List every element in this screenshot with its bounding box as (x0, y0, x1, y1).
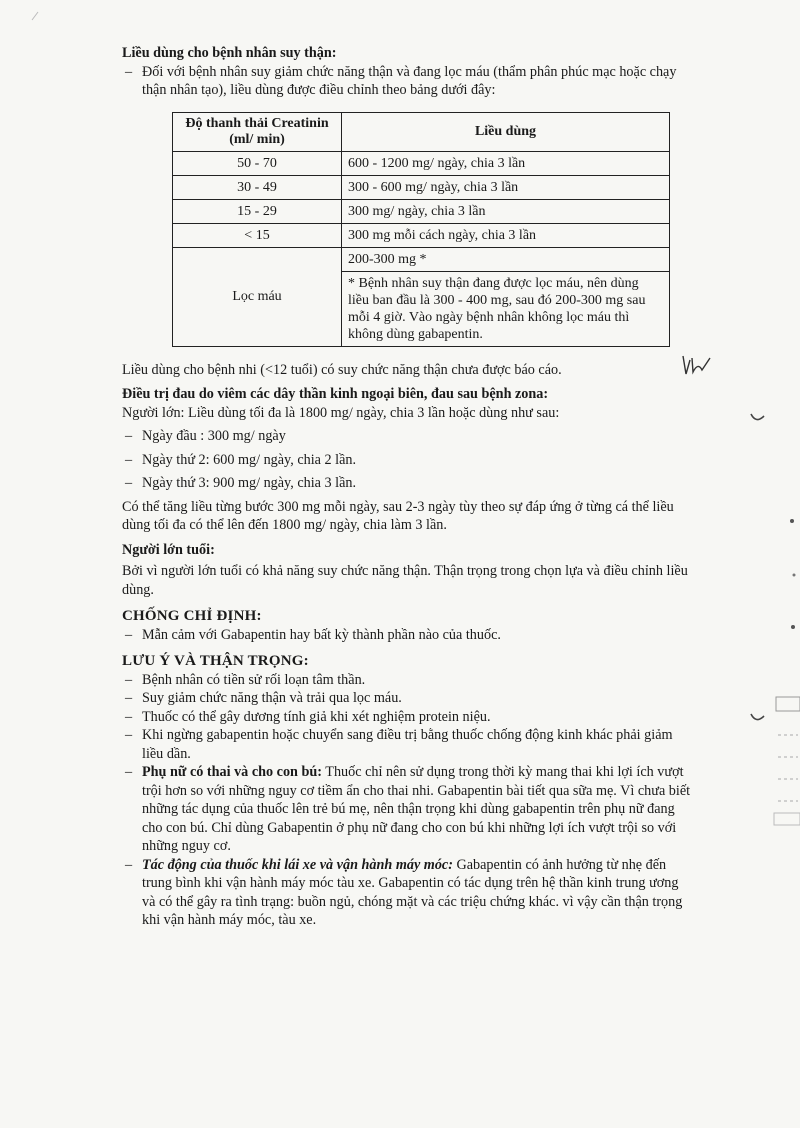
pregnancy-text-1: Thuốc chỉ nên sử dụng trong thời kỳ mang thai khi lợi ích vượt (321, 764, 684, 780)
table-cell-clearance: 30 - 49 (173, 175, 342, 199)
renal-intro-line2: thận nhân tạo), liều dùng được điều chỉnh theo bảng dưới đây: (142, 82, 496, 98)
warning-item-1: – Bệnh nhân có tiền sử rối loạn tâm thần. (122, 671, 734, 690)
contraindications-heading: CHỐNG CHỈ ĐỊNH: (122, 608, 262, 624)
pregnancy-label: Phụ nữ có thai và cho con bú: (142, 764, 322, 780)
table-header-clearance: Độ thanh thải Creatinin (ml/ min) (173, 112, 342, 151)
contraindication-item: – Mẫn cảm với Gabapentin hay bất kỳ thành phần nào của thuốc. (122, 626, 734, 645)
pregnancy-text-2: trội hơn so với những nguy cơ tiềm ẩn cho thai nhi. Gabapentin bài tiết qua sữa mẹ. Vì chưa biết (142, 782, 691, 799)
elderly-line1: Bởi vì người lớn tuổi có khả năng suy chức năng thận. Thận trọng trong chọn lựa và điều chỉnh liều (122, 563, 688, 579)
elderly-heading: Người lớn tuổi: (122, 541, 215, 558)
neuropathic-adult-line: Người lớn: Liều dùng tối đa là 1800 mg/ ngày, chia 3 lần hoặc dùng như sau: (122, 404, 560, 421)
elderly-paragraph (122, 562, 734, 599)
renal-dosing-table (172, 112, 670, 347)
renal-intro-item (122, 63, 734, 100)
table-cell-dose: 600 - 1200 mg/ ngày, chia 3 lần (342, 151, 670, 175)
warning-driving-item (122, 856, 734, 930)
renal-intro-line1: Đối với bệnh nhân suy giảm chức năng thận và đang lọc máu (thẩm phân phúc mạc hoặc chạy (142, 63, 677, 80)
driving-text-4: khi vận hành máy móc, tàu xe. (142, 912, 317, 928)
dose-day2-item: – Ngày thứ 2: 600 mg/ ngày, chia 2 lần. (122, 451, 734, 470)
scan-dot-mark (785, 515, 799, 635)
driving-text-3: và có thể gây ra tình trạng: buồn ngủ, chóng mặt và các triệu chứng khác. vì vậy cần thận trọng (142, 893, 683, 910)
neuropathic-heading: Điều trị đau do viêm các dây thần kinh ngoại biên, đau sau bệnh zona: (122, 386, 549, 402)
table-header-row (173, 112, 670, 151)
warning-pregnancy-item (122, 763, 734, 856)
table-header-dose: Liều dùng (342, 112, 670, 151)
driving-text-1: Gabapentin có ảnh hưởng từ nhẹ đến (452, 856, 667, 873)
table-cell-dialysis-note: * Bệnh nhân suy thận đang được lọc máu, nên dùng liều ban đầu là 300 - 400 mg, sau đó 200-300 mg sau mỗi 4 giờ. Vào ngày bệnh nhân không lọc máu thì không dùng gabapentin. (342, 271, 670, 346)
table-cell-dose: 300 mg/ ngày, chia 3 lần (342, 199, 670, 223)
titration-line1: Có thể tăng liều từng bước 300 mg mỗi ngày, sau 2-3 ngày tùy theo sự đáp ứng ở từng cá thể liều (122, 498, 674, 515)
dose-day3-item: – Ngày thứ 3: 900 mg/ ngày, chia 3 lần. (122, 474, 734, 493)
pregnancy-text-3: những tác dụng của thuốc lên trẻ bú mẹ, nên thận trọng khi dùng gabapentin trên phụ nữ đang (142, 801, 675, 817)
dose-day1-item: – Ngày đầu : 300 mg/ ngày (122, 427, 734, 446)
pregnancy-text-4: cho con bú. Chỉ dùng Gabapentin ở phụ nữ đang cho con bú khi những lợi ích vượt trội so với (142, 819, 677, 836)
table-cell-clearance: 50 - 70 (173, 151, 342, 175)
warning-item-3: – Thuốc có thể gây dương tính giả khi xét nghiệm protein niệu. (122, 708, 734, 727)
handwritten-initials-mark (680, 352, 716, 380)
warning-item-4-line1: Khi ngừng gabapentin hoặc chuyển sang điều trị bằng thuốc chống động kinh khác phải giảm (142, 727, 673, 743)
warning-item-2: – Suy giảm chức năng thận và trải qua lọc máu. (122, 689, 734, 708)
table-cell-dose: 300 mg mỗi cách ngày, chia 3 lần (342, 223, 670, 247)
table-cell-dose: 300 - 600 mg/ ngày, chia 3 lần (342, 175, 670, 199)
table-row-dialysis (173, 247, 670, 271)
titration-paragraph (122, 498, 734, 535)
table-cell-clearance: < 15 (173, 223, 342, 247)
table-cell-dialysis-label: Lọc máu (173, 247, 342, 346)
driving-text-2: trung bình khi vận hành máy móc tàu xe. Gabapentin có tác dụng trên hệ thần kinh trung ương (142, 875, 679, 891)
titration-line2: dùng tối đa có thể lên đến 1800 mg/ ngày, chia làm 3 lần. (122, 517, 447, 533)
table-row (173, 151, 670, 175)
table-row (173, 199, 670, 223)
warning-item-4 (122, 726, 734, 763)
table-cell-dialysis-dose: 200-300 mg * (342, 247, 670, 271)
warning-item-4-line2: liều dần. (142, 745, 191, 762)
elderly-line2: dùng. (122, 581, 154, 598)
pediatric-note: Liều dùng cho bệnh nhi (<12 tuổi) có suy chức năng thận chưa được báo cáo. (122, 361, 562, 378)
warnings-heading: LƯU Ý VÀ THẬN TRỌNG: (122, 653, 309, 669)
renal-dosing-heading: Liều dùng cho bệnh nhân suy thận: (122, 45, 337, 61)
table-row (173, 223, 670, 247)
margin-tick-mark (748, 708, 768, 728)
driving-label: Tác động của thuốc khi lái xe và vận hành máy móc: (142, 856, 453, 873)
table-cell-clearance: 15 - 29 (173, 199, 342, 223)
table-row (173, 175, 670, 199)
margin-tick-mark (748, 408, 768, 428)
document-body (122, 44, 734, 930)
scan-corner-speck (30, 8, 50, 24)
pregnancy-text-5: những nguy cơ. (142, 838, 231, 854)
scan-edge-stamp (770, 695, 800, 830)
